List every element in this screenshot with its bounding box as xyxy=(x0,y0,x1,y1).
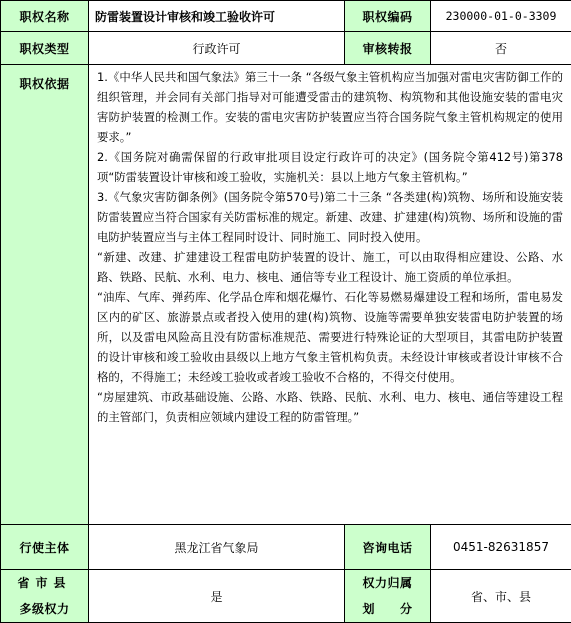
review-value: 否 xyxy=(431,32,571,65)
type-label: 职权类型 xyxy=(1,32,89,65)
basis-paragraph: “油库、气库、弹药库、化学品仓库和烟花爆竹、石化等易燃易爆建设工程和场所，雷电易发区内的矿区、旅游景点或者投入使用的建(构)筑物、设施等需要单独安装雷电防护装置的场所，以及雷电风险高且没有防雷标准规范、需要进行特殊论证的大型项目，其雷电防护装置的设计审核和竣工验收由县级以上地方气象主管机构负责。未经设计审核或者设计审核不合格的，不得施工；未经竣工验收或者竣工验收不合格的，不得交付使用。 xyxy=(97,287,563,387)
row-level xyxy=(1,570,571,623)
basis-label: 职权依据 xyxy=(1,65,89,525)
basis-paragraph: 2.《国务院对确需保留的行政审批项目设定行政许可的决定》(国务院令第412号)第378项“防雷装置设计审核和竣工验收，实施机关：县以上地方气象主管机构。” xyxy=(97,147,563,187)
phone-label: 咨询电话 xyxy=(345,525,431,570)
row-name xyxy=(1,1,571,32)
basis-paragraph: 3.《气象灾害防御条例》(国务院令第570号)第二十三条 “各类建(构)筑物、场所和设施安装防雷装置应当符合国家有关防雷标准的规定。新建、改建、扩建建(构)筑物、场所和设施的雷电防护装置应当与主体工程同时设计、同时施工、同时投入使用。 xyxy=(97,187,563,247)
level-label xyxy=(1,570,89,623)
type-value: 行政许可 xyxy=(89,32,345,65)
level-label-line-2: 多级权力 xyxy=(1,596,88,622)
subject-label: 行使主体 xyxy=(1,525,89,570)
subject-value: 黑龙江省气象局 xyxy=(89,525,345,570)
level-label-line-1: 省市县 xyxy=(1,570,88,596)
division-value: 省、市、县 xyxy=(431,570,571,623)
level-value: 是 xyxy=(89,570,345,623)
code-label: 职权编码 xyxy=(345,1,431,32)
division-label xyxy=(345,570,431,623)
basis-content xyxy=(89,65,571,525)
row-basis xyxy=(1,65,571,525)
row-subject xyxy=(1,525,571,570)
basis-paragraph: “新建、改建、扩建建设工程雷电防护装置的设计、施工，可以由取得相应建设、公路、水路、铁路、民航、水利、电力、核电、通信等专业工程设计、施工资质的单位承担。 xyxy=(97,247,563,287)
name-value: 防雷装置设计审核和竣工验收许可 xyxy=(89,1,345,32)
basis-paragraph: 1.《中华人民共和国气象法》第三十一条 “各级气象主管机构应当加强对雷电灾害防御工作的组织管理，并会同有关部门指导对可能遭受雷击的建筑物、构筑物和其他设施安装的雷电灾害防护装置的检测工作。安装的雷电灾害防护装置应当符合国务院气象主管机构规定的使用要求。” xyxy=(97,67,563,147)
phone-value: 0451-82631857 xyxy=(431,525,571,570)
division-label-line-2: 划 分 xyxy=(345,596,430,622)
division-label-line-1: 权力归属 xyxy=(345,570,430,596)
basis-paragraph: “房屋建筑、市政基础设施、公路、水路、铁路、民航、水利、电力、核电、通信等建设工程的主管部门，负责相应领域内建设工程的防雷管理。” xyxy=(97,387,563,427)
row-type xyxy=(1,32,571,65)
review-label: 审核转报 xyxy=(345,32,431,65)
code-value: 230000-01-0-3309 xyxy=(431,1,571,32)
name-label: 职权名称 xyxy=(1,1,89,32)
